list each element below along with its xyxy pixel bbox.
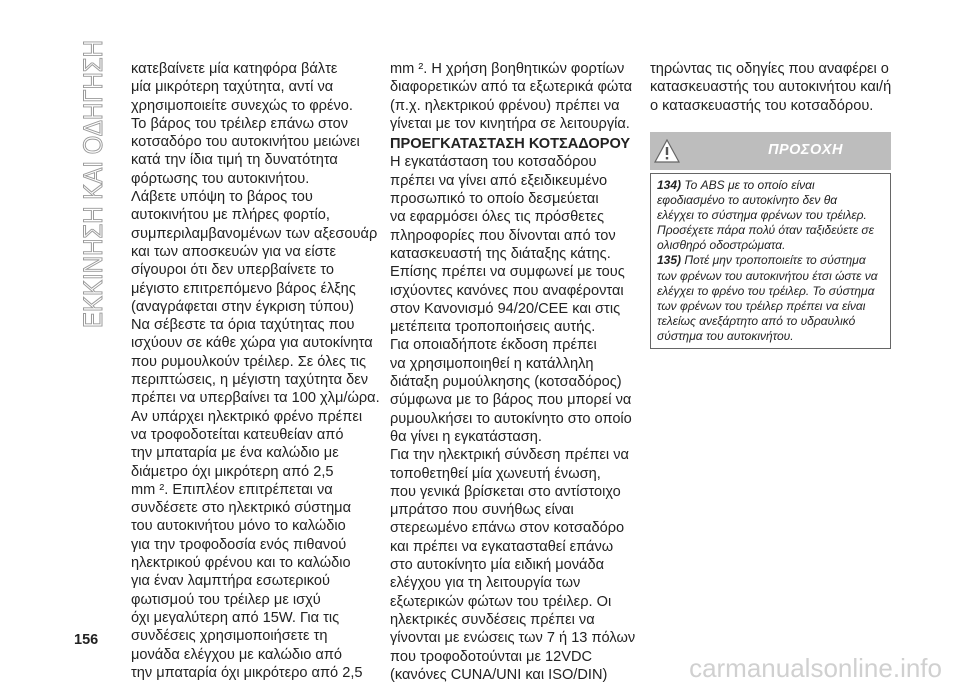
text-line: φόρτωσης του αυτοκινήτου. [131,170,310,187]
text-line: για έναν λαμπτήρα εσωτερικού [131,573,331,590]
column-1 [131,60,380,682]
text-line: κατεβαίνετε μία κατηφόρα βάλτε [131,61,338,77]
warning-line: ελέγχει το φρένο του τρέιλερ. Το σύστημα [657,283,875,298]
text-line: Η εγκατάσταση του κοτσαδόρου [390,154,597,171]
section-title-text: ΕΚΚΙΝΗΣΗ ΚΑΙ ΟΔΗΓΗΣΗ [78,38,108,328]
text-line: Λάβετε υπόψη το βάρος του [131,189,313,206]
warning-line: των φρένων του τρέιλερ πρέπει να είναι [657,298,866,313]
text-line: συνδέσεις χρησιμοποιήσετε τη [131,628,328,645]
text-line: αυτοκινήτου με πλήρες φορτίο, [131,207,330,224]
text-line: σύμφωνα με το βάρος που μπορεί να [390,392,632,409]
text-line: στον Κανονισμό 94/20/CEE και στις [390,300,621,317]
text-line: εξωτερικών φώτων του τρέιλερ. Οι [390,593,612,610]
section-title [74,38,114,328]
text-line: συνδέσετε στο ηλεκτρικό σύστημα [131,500,352,517]
text-line: και των αποσκευών για να είστε [131,243,336,260]
text-line: κατασκευαστή της διάταξης κάτης. [390,245,611,262]
column-2-intro [390,60,635,133]
watermark: carmanualsonline.info [689,653,942,683]
text-line: να τροφοδοτείται κατευθείαν από [131,426,344,443]
warning-triangle-icon [654,139,680,163]
warning-line: ελέγχει το σύστημα φρένων του τρέιλερ. [657,208,867,223]
text-line: Αν υπάρχει ηλεκτρικό φρένο πρέπει [131,408,363,425]
text-line: διαφορετικών από τα εξωτερικά φώτα [390,79,633,96]
text-line: (π.χ. ηλεκτρικού φρένου) πρέπει να [390,97,620,114]
text-line: μονάδα ελέγχου με καλώδιο από [131,646,343,663]
column-3 [650,60,891,115]
text-line: ισχύοντες κανόνες που αναφέρονται [390,282,624,299]
text-line: πρέπει να υπερβαίνει τα 100 χλμ/ώρα. [131,390,380,407]
text-line: όχι μεγαλύτερη από 15W. Για τις [131,609,340,626]
warning-header [650,132,891,170]
text-line: γίνονται με ενώσεις των 7 ή 13 πόλων [390,630,636,647]
text-line: φωτισμού του τρέιλερ με ισχύ [131,591,321,608]
text-line: στο αυτοκίνητο μία ειδική μονάδα [390,557,605,574]
page-number: 156 [74,632,99,648]
text-line: ηλεκτρικού φρένου και το καλώδιο [131,555,351,572]
text-line: σίγουροι ότι δεν υπερβαίνετε το [131,262,335,279]
text-line: που τροφοδοτούνται με 12VDC [390,648,593,665]
text-line: Να σέβεστε τα όρια ταχύτητας που [131,317,355,334]
text-line: στερεωμένο επάνω στον κοτσαδόρο [390,520,625,537]
column-2-body [390,153,635,684]
text-line: να χρησιμοποιηθεί η κατάλληλη [390,355,594,372]
text-line: για την τροφοδοσία ενός πιθανού [131,536,347,553]
text-line: πρέπει να γίνει από εξειδικευμένο [390,172,608,189]
text-line: μετέπειτα τροποποιήσεις αυτής. [390,319,596,336]
warning-line: 134) Το ABS με το οποίο είναι [657,178,815,192]
text-line: κοτσαδόρο του αυτοκινήτου μειώνει [131,134,360,151]
text-line: ηλεκτρικές συνδέσεις πρέπει να [390,611,595,628]
text-line: περιπτώσεις, η μέγιστη ταχύτητα δεν [131,372,369,389]
warning-line: 135) Ποτέ μην τροποποιείτε το σύστημα [657,253,866,268]
text-line: και πρέπει να εγκατασταθεί επάνω [390,538,614,555]
text-line: (αναγράφεται στην έγκριση τύπου) [131,298,354,315]
text-line: συμπεριλαμβανομένων των αξεσουάρ [131,225,378,242]
text-line: πληροφορίες που δίνονται από τον [390,227,616,244]
text-line: διάταξη ρυμούλκησης (κοτσαδόρος) [390,374,622,391]
text-line: ο κατασκευαστής του κοτσαδόρου. [650,97,874,114]
text-line: Για οποιαδήποτε έκδοση πρέπει [390,337,597,354]
text-line: κατά την ίδια τιμή τη δυνατότητα [131,152,338,169]
text-line: προσωπικό το οποίο δεσμεύεται [390,191,599,208]
text-line: μία μικρότερη ταχύτητα, αντί να [131,79,334,96]
text-line: mm ². Η χρήση βοηθητικών φορτίων [390,61,625,77]
warning-title: ΠΡΟΣΟΧΗ [768,142,843,158]
text-line: να εφαρμόσει όλες τις πρόσθετες [390,209,605,226]
text-line: Επίσης πρέπει να συμφωνεί με τους [390,264,625,281]
text-line: γίνεται με τον κινητήρα σε λειτουργία. [390,115,630,132]
text-line: διάμετρο όχι μικρότερη από 2,5 [131,463,334,480]
warning-line: εφοδιασμένο το αυτοκίνητο δεν θα [657,193,838,208]
text-line: τηρώντας τις οδηγίες που αναφέρει ο [650,61,889,77]
text-line: που ρυμουλκούν τρέιλερ. Σε όλες τις [131,353,367,370]
warning-line: ολισθηρό οδοστρώματα. [657,238,786,253]
text-line: που γενικά βρίσκεται στο αντίστοιχο [390,483,621,500]
text-line: την μπαταρία όχι μικρότερο από 2,5 [131,664,363,681]
text-line: κατασκευαστής του αυτοκινήτου και/ή [650,79,892,96]
text-line: ελέγχου για τη λειτουργία των [390,575,581,592]
column-2 [390,60,635,684]
text-line: (κανόνες CUNA/UNI και ISO/DIN) [390,666,608,683]
warning-line: Προσέχετε πάρα πολύ όταν ταξιδεύετε σε [657,223,874,238]
text-line: χρησιμοποιείτε συνεχώς το φρένο. [131,97,353,114]
text-line: ρυμουλκήσει το αυτοκίνητο στο οποίο [390,410,632,427]
text-line: την μπαταρία με ένα καλώδιο με [131,445,339,462]
text-line: Το βάρος του τρέιλερ επάνω στον [131,115,349,132]
warning-line: των φρένων του αυτοκινήτου έτσι ώστε να [657,268,878,283]
text-line: ισχύουν σε κάθε χώρα για αυτοκίνητα [131,335,373,352]
warning-line: τελείως ανεξάρτητο από το υδραυλικό [657,313,856,328]
text-line: Για την ηλεκτρική σύνδεση πρέπει να [390,447,629,464]
text-line: θα γίνει η εγκατάσταση. [390,428,542,445]
text-line: τοποθετηθεί μία χωνευτή ένωση, [390,465,601,482]
warning-text [650,173,891,349]
warning-line: σύστημα του αυτοκινήτου. [657,328,794,343]
text-line: μπράτσο που συνήθως είναι [390,502,574,519]
text-line: mm ². Επιπλέον επιτρέπεται να [131,481,333,498]
text-line: μέγιστο επιτρεπόμενο βάρος έλξης [131,280,356,297]
warning-box [650,132,891,343]
section-heading: ΠΡΟΕΓΚΑΤΑΣΤΑΣΗ ΚΟΤΣΑΔΟΡΟΥ [390,136,631,153]
text-line: του αυτοκινήτου μόνο το καλώδιο [131,518,346,535]
